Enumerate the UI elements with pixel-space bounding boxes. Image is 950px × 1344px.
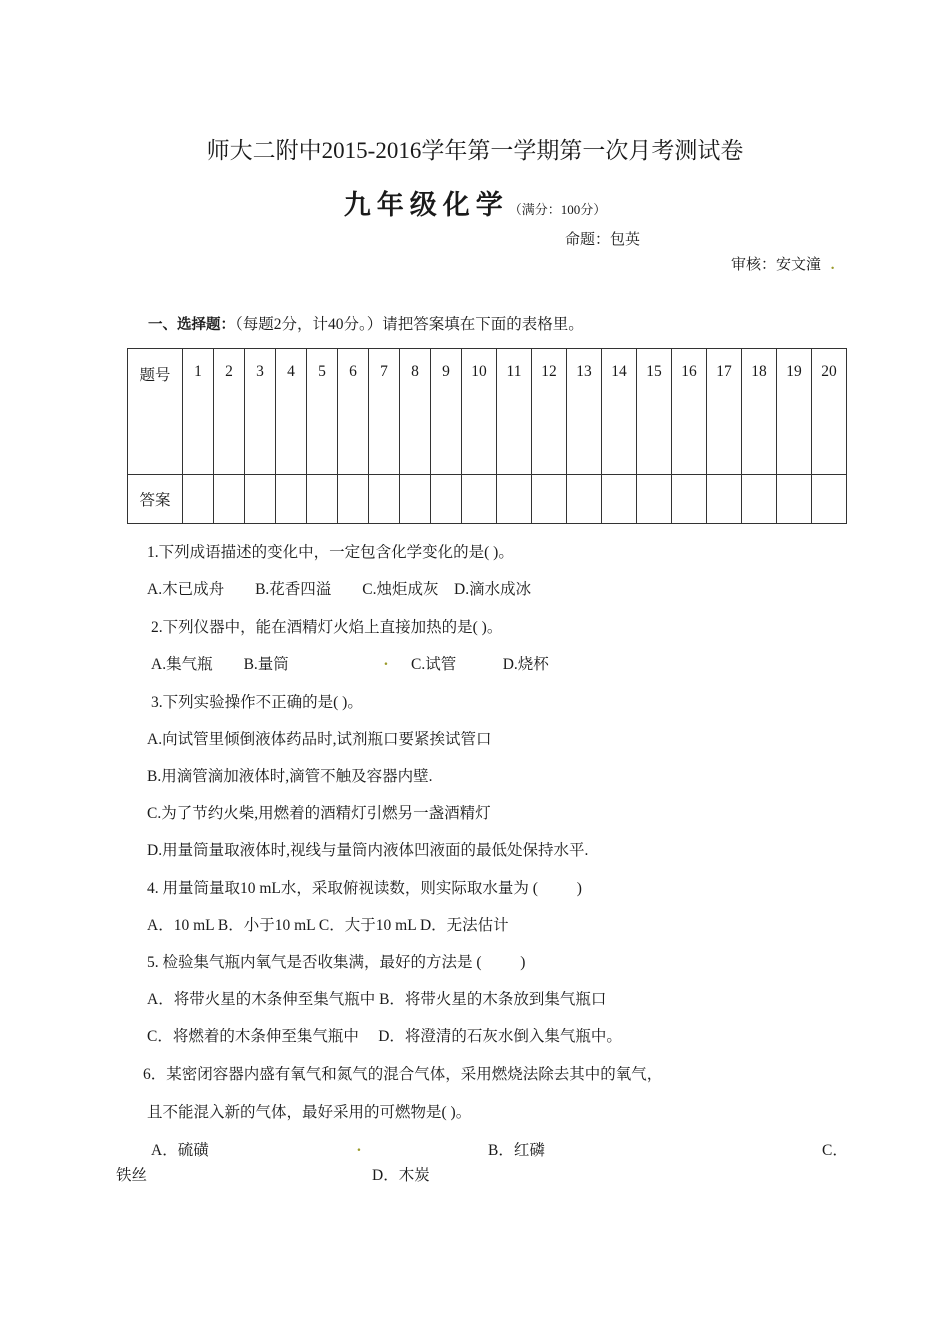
q3-option-b: B.用滴管滴加液体时,滴管不触及容器内壁. xyxy=(147,768,433,785)
number-cell: 13 xyxy=(567,349,602,475)
answer-cell[interactable] xyxy=(777,475,812,524)
q3-option-a: A.向试管里倾倒液体药品时,试剂瓶口要紧挨试管口 xyxy=(147,731,492,748)
q5-stem: 5. 检验集气瓶内氧气是否收集满，最好的方法是 ( ) xyxy=(147,954,526,971)
q1-options: A.木已成舟 B.花香四溢 C.烛炬成灰 D.滴水成冰 xyxy=(147,581,532,598)
section-instruction: （每题2分，计40分。）请把答案填在下面的表格里。 xyxy=(235,316,584,333)
answer-cell[interactable] xyxy=(307,475,338,524)
answer-cell[interactable] xyxy=(707,475,742,524)
q3-stem: 3.下列实验操作不正确的是( )。 xyxy=(151,694,363,711)
answer-cell[interactable] xyxy=(245,475,276,524)
answer-cell[interactable] xyxy=(532,475,567,524)
answer-cell[interactable] xyxy=(276,475,307,524)
number-cell: 17 xyxy=(707,349,742,475)
answer-cell[interactable] xyxy=(462,475,497,524)
q2-stem: 2.下列仪器中，能在酒精灯火焰上直接加热的是( )。 xyxy=(151,619,503,636)
reviewer-text: 审核：安文潼 xyxy=(731,257,822,273)
answer-cell[interactable] xyxy=(369,475,400,524)
number-cell: 10 xyxy=(462,349,497,475)
number-cell: 7 xyxy=(369,349,400,475)
number-cell: 18 xyxy=(742,349,777,475)
author-line: 命题：包英 xyxy=(565,232,641,248)
answer-cell[interactable] xyxy=(637,475,672,524)
q4-options: A．10 mL B．小于10 mL C．大于10 mL D．无法估计 xyxy=(147,917,509,934)
q1-stem: 1.下列成语描述的变化中，一定包含化学变化的是( )。 xyxy=(147,544,514,561)
question-number-row xyxy=(128,349,847,475)
q6-option-c: C． xyxy=(822,1142,848,1159)
q6-option-d: D．木炭 xyxy=(372,1167,430,1184)
q6-option-b: B．红磷 xyxy=(488,1142,545,1159)
q4-stem: 4. 用量筒量取10 mL水，采取俯视读数，则实际取水量为 ( ) xyxy=(147,880,582,897)
q6-option-a: A．硫磺 xyxy=(151,1142,209,1159)
number-cell: 8 xyxy=(400,349,431,475)
score-note: （满分：100分） xyxy=(508,202,607,217)
q6-mark: . xyxy=(357,1138,361,1155)
q6-stem-line2: 且不能混入新的气体，最好采用的可燃物是( )。 xyxy=(147,1104,472,1121)
number-cell: 3 xyxy=(245,349,276,475)
reviewer-mark: . xyxy=(830,257,835,273)
number-cell: 20 xyxy=(812,349,847,475)
section-title: 一、选择题： xyxy=(148,317,235,333)
q6-option-c-text: 铁丝 xyxy=(116,1167,148,1184)
number-cell: 6 xyxy=(338,349,369,475)
answer-cell[interactable] xyxy=(672,475,707,524)
answer-cell[interactable] xyxy=(338,475,369,524)
answer-cell[interactable] xyxy=(400,475,431,524)
answer-cell[interactable] xyxy=(431,475,462,524)
q2-options-ab: A.集气瓶 B.量筒 xyxy=(151,656,289,673)
number-cell: 16 xyxy=(672,349,707,475)
row-label-number: 题号 xyxy=(128,349,183,475)
answer-cell[interactable] xyxy=(183,475,214,524)
q5-options-cd: C．将燃着的木条伸至集气瓶中 D．将澄清的石灰水倒入集气瓶中。 xyxy=(147,1028,622,1045)
number-cell: 12 xyxy=(532,349,567,475)
number-cell: 4 xyxy=(276,349,307,475)
answer-cell[interactable] xyxy=(567,475,602,524)
answer-row xyxy=(128,475,847,524)
answer-cell[interactable] xyxy=(497,475,532,524)
q6-stem-line1: 6．某密闭容器内盛有氧气和氮气的混合气体，采用燃烧法除去其中的氧气， xyxy=(143,1066,663,1083)
answer-table xyxy=(127,348,847,524)
answer-cell[interactable] xyxy=(602,475,637,524)
reviewer-line xyxy=(731,253,835,274)
answer-cell[interactable] xyxy=(812,475,847,524)
q3-option-c: C.为了节约火柴,用燃着的酒精灯引燃另一盏酒精灯 xyxy=(147,805,491,822)
section-heading xyxy=(148,312,584,334)
q5-options-ab: A．将带火星的木条伸至集气瓶中 B．将带火星的木条放到集气瓶口 xyxy=(147,991,607,1008)
number-cell: 11 xyxy=(497,349,532,475)
answer-cell[interactable] xyxy=(742,475,777,524)
exam-subtitle xyxy=(0,183,950,222)
q2-mark: . xyxy=(384,652,388,669)
answer-cell[interactable] xyxy=(214,475,245,524)
exam-title: 师大二附中2015-2016学年第一学期第一次月考测试卷 xyxy=(206,138,744,163)
number-cell: 19 xyxy=(777,349,812,475)
q2-options-cd: C.试管 D.烧杯 xyxy=(411,656,549,673)
number-cell: 9 xyxy=(431,349,462,475)
q3-option-d: D.用量筒量取液体时,视线与量筒内液体凹液面的最低处保持水平. xyxy=(147,842,589,859)
number-cell: 14 xyxy=(602,349,637,475)
number-cell: 1 xyxy=(183,349,214,475)
row-label-answer: 答案 xyxy=(128,475,183,524)
number-cell: 2 xyxy=(214,349,245,475)
number-cell: 5 xyxy=(307,349,338,475)
number-cell: 15 xyxy=(637,349,672,475)
subject-name: 九年级化学 xyxy=(343,190,509,221)
